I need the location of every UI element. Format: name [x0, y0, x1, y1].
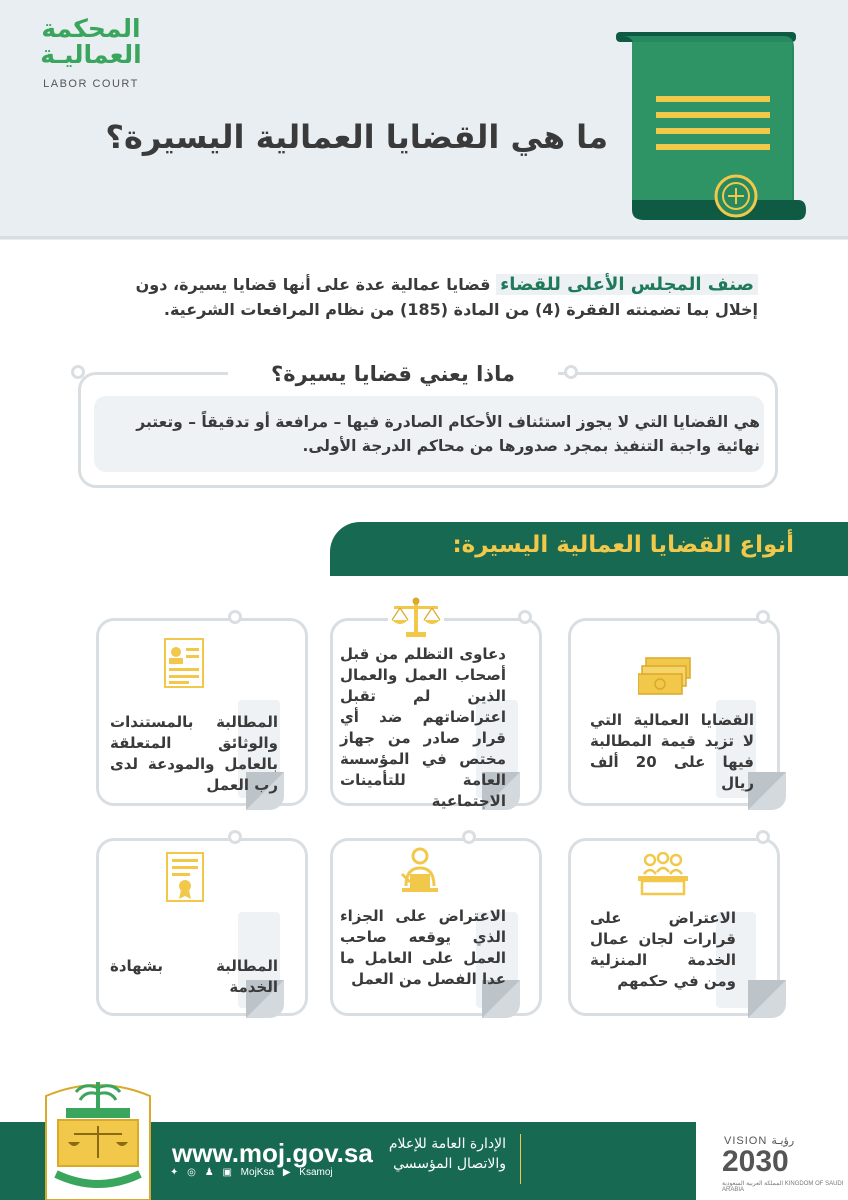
header-divider — [0, 236, 848, 239]
card-text: القضايا العمالية التي لا تزيد قيمة المطالبة فيها على 20 ألف ريال — [590, 711, 754, 792]
instagram-icon[interactable]: ◎ — [187, 1167, 196, 1178]
youtube-icon[interactable]: ▶ — [282, 1167, 291, 1178]
section-title: أنواع القضايا العمالية اليسيرة: — [452, 532, 794, 558]
intro-text: قضايا عمالية عدة على أنها قضايا يسيرة، دون إخلال بما تضمنته الفقرة (4) من المادة (185) من نظام المرافعات الشرعية. — [135, 275, 758, 319]
social-links — [170, 1167, 339, 1178]
logo-english: LABOR COURT — [43, 78, 139, 90]
ministry-of-justice-emblem — [36, 1078, 160, 1200]
scales-icon — [388, 596, 444, 640]
frame-dot — [228, 830, 242, 844]
frame-dot — [756, 830, 770, 844]
committee-icon — [636, 852, 690, 896]
twitter-icon[interactable]: ✦ — [170, 1167, 179, 1178]
website-link[interactable]: www.moj.gov.sa — [172, 1138, 373, 1168]
card-corner — [748, 980, 786, 1018]
card-text: المطالبة بالمستندات والوثائق المتعلقة بالعامل والمودعة لدى رب العمل — [110, 713, 278, 794]
vision-kingdom: المملكة العربية السعودية KINGDOM OF SAUDI ARABIA — [722, 1181, 844, 1193]
certificate-icon — [166, 852, 204, 902]
vision-label: VISION رؤيـة — [724, 1135, 795, 1147]
definition-text: هي القضايا التي لا يجوز استئناف الأحكام الصادرة فيها – مرافعة أو تدقيقاً – وتعتبر نهائية واجبة التنفيذ بمجرد صدورها من محاكم الدرجة الأولى. — [136, 413, 760, 455]
definition-title: ماذا يعني قضايا يسيرة؟ — [271, 362, 515, 386]
department-name — [342, 1134, 506, 1174]
card-text: دعاوى التظلم من قبل أصحاب العمل والعمال الذين لم تقبل اعتراضاتهم ضد أي قرار صادر من جهاز مختص في المؤسسة العامة للتأمينات الاجتماعية — [340, 645, 506, 810]
card-text: المطالبة بشهادة الخدمة — [110, 957, 278, 996]
social-handle-mojksa[interactable]: MojKsa — [240, 1167, 275, 1178]
intro-paragraph — [98, 272, 758, 322]
social-handle-ksamoj[interactable]: Ksamoj — [299, 1167, 333, 1178]
card-text: الاعتراض على قرارات لجان عمال الخدمة المنزلية ومن في حكمهم — [590, 909, 736, 990]
frame-dot — [564, 365, 578, 379]
frame-dot — [756, 610, 770, 624]
logo-arabic-line2: العماليـة — [40, 40, 142, 69]
frame-dot — [228, 610, 242, 624]
intro-highlight: صنف المجلس الأعلى للقضاء — [496, 274, 758, 295]
frame-dot — [71, 365, 85, 379]
snapchat-icon[interactable]: ♟ — [204, 1167, 214, 1178]
linkedin-icon[interactable]: ▣ — [222, 1167, 232, 1178]
logo-arabic-line1: المحكمة — [41, 14, 141, 43]
department-line1: الإدارة العامة للإعلام — [388, 1136, 506, 1152]
department-line2: والاتصال المؤسسي — [393, 1156, 506, 1172]
frame-dot — [462, 830, 476, 844]
frame-dot — [518, 610, 532, 624]
scroll-document-icon — [612, 28, 812, 224]
page-title: ما هي القضايا العمالية اليسيرة؟ — [105, 118, 608, 156]
labor-court-logo — [36, 16, 146, 90]
card-text: الاعتراض على الجزاء الذي يوقعه صاحب العمل على العامل ما عدا الفصل من العمل — [340, 907, 506, 988]
worker-objection-icon — [396, 844, 444, 898]
vision-year: 2030 — [722, 1145, 789, 1178]
money-stack-icon — [638, 656, 694, 696]
id-document-icon — [164, 638, 204, 688]
footer-divider — [520, 1134, 521, 1184]
section-banner — [330, 522, 848, 576]
